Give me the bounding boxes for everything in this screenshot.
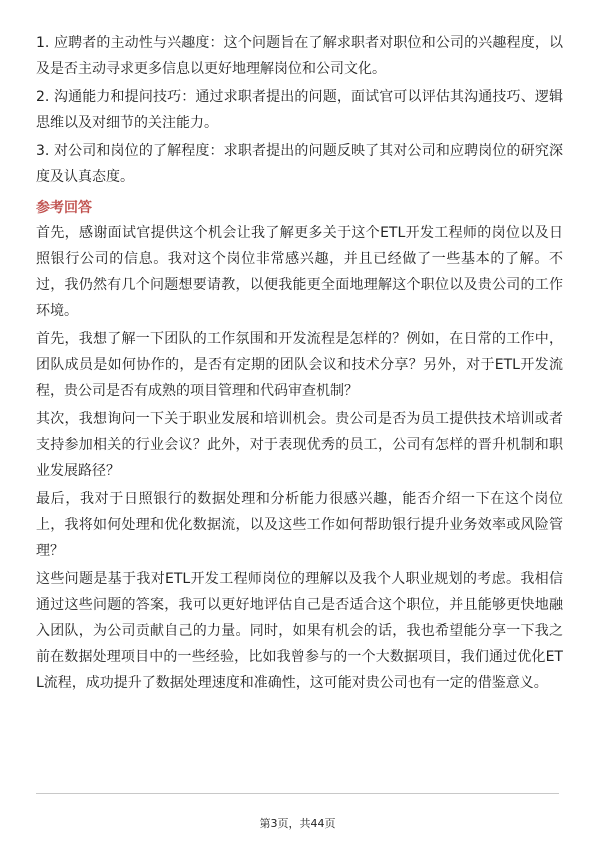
answer-paragraph: 首先，我想了解一下团队的工作氛围和开发流程是怎样的？例如，在日常的工作中，团队成员是如何协作的，是否有定期的团队会议和技术分享？另外，对于ETL开发流程，贵公司是否有成熟的项目管理和代码审查机制？ (36, 331, 563, 399)
criterion-item: 2. 沟通能力和提问技巧：通过求职者提出的问题，面试官可以评估其沟通技巧、逻辑思维以及对细节的关注能力。 (36, 89, 563, 131)
reference-answer-heading: 参考回答 (36, 200, 92, 216)
answer-paragraph: 首先，感谢面试官提供这个机会让我了解更多关于这个ETL开发工程师的岗位以及日照银行公司的信息。我对这个岗位非常感兴趣，并且已经做了一些基本的了解。不过，我仍然有几个问题想要请教，以便我能更全面地理解这个职位以及贵公司的工作环境。 (36, 225, 563, 319)
footer-divider (36, 793, 559, 794)
answer-paragraph: 这些问题是基于我对ETL开发工程师岗位的理解以及我个人职业规划的考虑。我相信通过这些问题的答案，我可以更好地评估自己是否适合这个职位，并且能够更快地融入团队，为公司贡献自己的力量。同时，如果有机会的话，我也希望能分享一下我之前在数据处理项目中的一些经验，比如我曾参与的一个大数据项目，我们通过优化ETL流程，成功提升了数据处理速度和准确性，这可能对贵公司也有一定的借鉴意义。 (36, 571, 563, 691)
answer-paragraph: 其次，我想询问一下关于职业发展和培训机会。贵公司是否为员工提供技术培训或者支持参加相关的行业会议？此外，对于表现优秀的员工，公司有怎样的晋升机制和职业发展路径？ (36, 411, 563, 479)
page-content (36, 30, 563, 698)
criterion-item: 3. 对公司和岗位的了解程度：求职者提出的问题反映了其对公司和应聘岗位的研究深度及认真态度。 (36, 143, 563, 185)
page-number: 第3页，共44页 (259, 817, 336, 830)
criterion-item: 1. 应聘者的主动性与兴趣度：这个问题旨在了解求职者对职位和公司的兴趣程度，以及是否主动寻求更多信息以更好地理解岗位和公司文化。 (36, 35, 563, 77)
answer-paragraph: 最后，我对于日照银行的数据处理和分析能力很感兴趣，能否介绍一下在这个岗位上，我将如何处理和优化数据流，以及这些工作如何帮助银行提升业务效率或风险管理？ (36, 491, 563, 559)
evaluation-criteria (36, 30, 563, 190)
reference-answer-body (36, 220, 563, 696)
